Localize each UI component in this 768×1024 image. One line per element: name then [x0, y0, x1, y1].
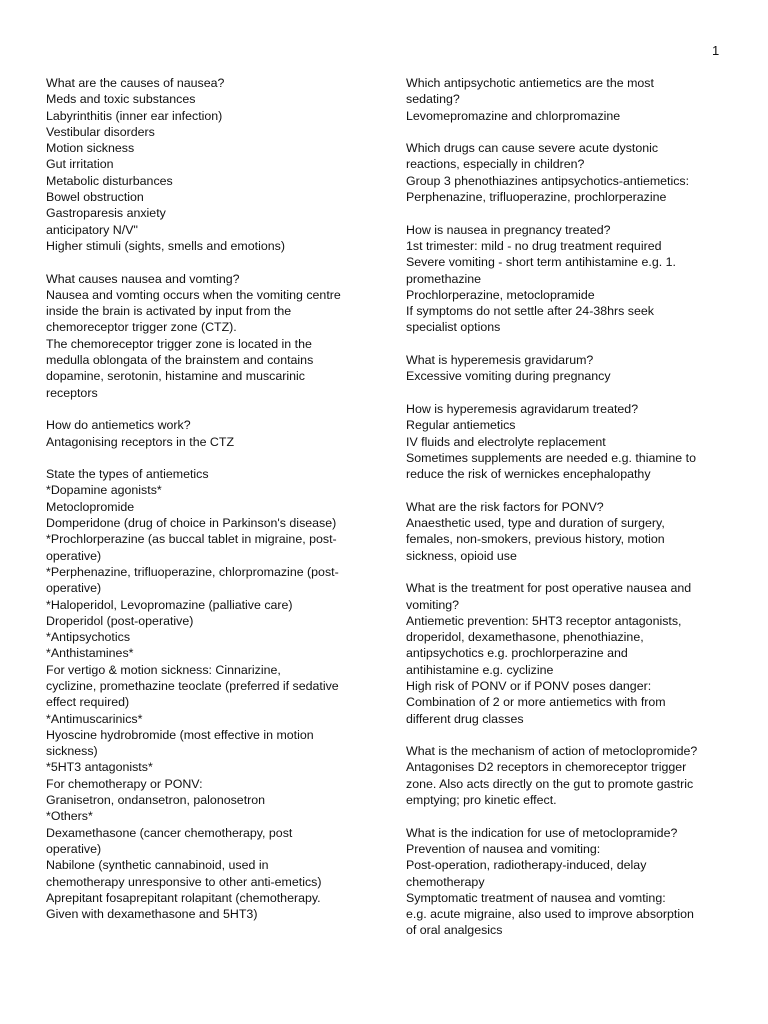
answer-line: Metoclopromide: [46, 499, 135, 514]
block-gap: [406, 385, 726, 401]
answer-line: females, non-smokers, previous history, motion: [406, 532, 665, 547]
answer-line: zone. Also acts directly on the gut to promote gastric: [406, 776, 694, 791]
answer-line: of oral analgesics: [406, 923, 503, 938]
answer-line: different drug classes: [406, 711, 524, 726]
answer-line: Anaesthetic used, type and duration of surgery,: [406, 516, 665, 531]
answer-line: *Haloperidol, Levopromazine (palliative care): [46, 597, 293, 612]
answer-line: e.g. acute migraine, also used to improve absorption: [406, 907, 694, 922]
answer-line: Gastroparesis anxiety: [46, 206, 166, 221]
left-column: [46, 75, 366, 922]
qa-block: [406, 401, 726, 482]
answer-line: operative): [46, 841, 102, 856]
answer-line: Metabolic disturbances: [46, 173, 173, 188]
qa-block: [406, 352, 726, 385]
answer-line: Hyoscine hydrobromide (most effective in motion: [46, 727, 314, 742]
question-line: What causes nausea and vomting?: [46, 271, 240, 286]
answer-line: vomiting?: [406, 597, 460, 612]
qa-block: [406, 140, 726, 205]
question-line: How is hyperemesis agravidarum treated?: [406, 401, 639, 416]
qa-block: [46, 466, 366, 922]
block-gap: [46, 254, 366, 270]
block-gap: [406, 727, 726, 743]
answer-line: *Antipsychotics: [46, 630, 131, 645]
answer-line: Higher stimuli (sights, smells and emotions): [46, 238, 285, 253]
block-gap: [406, 124, 726, 140]
answer-line: *5HT3 antagonists*: [46, 760, 153, 775]
question-line: How do antiemetics work?: [46, 418, 191, 433]
question-line: What are the risk factors for PONV?: [406, 499, 604, 514]
qa-block: [406, 580, 726, 727]
block-gap: [46, 401, 366, 417]
answer-line: Sometimes supplements are needed e.g. thiamine to: [406, 450, 696, 465]
question-line: What are the causes of nausea?: [46, 76, 225, 90]
answer-line: Given with dexamethasone and 5HT3): [46, 907, 258, 922]
answer-line: chemotherapy: [406, 874, 485, 889]
question-line: How is nausea in pregnancy treated?: [406, 222, 611, 237]
answer-line: operative): [46, 581, 102, 596]
answer-line: Bowel obstruction: [46, 190, 144, 205]
answer-line: specialist options: [406, 320, 501, 335]
answer-line: If symptoms do not settle after 24-38hrs seek: [406, 304, 654, 319]
answer-line: inside the brain is activated by input from the: [46, 304, 292, 319]
qa-block: [46, 75, 366, 254]
answer-line: Dexamethasone (cancer chemotherapy, post: [46, 825, 293, 840]
answer-line: For chemotherapy or PONV:: [46, 776, 203, 791]
answer-line: receptors: [46, 385, 98, 400]
answer-line: chemotherapy unresponsive to other anti-emetics): [46, 874, 322, 889]
block-gap: [406, 336, 726, 352]
block-gap: [406, 482, 726, 498]
answer-line: *Antimuscarinics*: [46, 711, 143, 726]
answer-line: antihistamine e.g. cyclizine: [406, 662, 554, 677]
answer-line: Meds and toxic substances: [46, 92, 196, 107]
answer-line: Granisetron, ondansetron, palonosetron: [46, 793, 266, 808]
answer-line: Nabilone (synthetic cannabinoid, used in: [46, 858, 269, 873]
answer-line: Labyrinthitis (inner ear infection): [46, 108, 223, 123]
answer-line: Vestibular disorders: [46, 124, 155, 139]
answer-line: Motion sickness: [46, 141, 135, 156]
answer-line: Prochlorperazine, metoclopramide: [406, 287, 595, 302]
answer-line: Symptomatic treatment of nausea and vomting:: [406, 890, 666, 905]
answer-line: *Dopamine agonists*: [46, 483, 162, 498]
qa-block: [406, 825, 726, 939]
answer-line: Combination of 2 or more antiemetics with from: [406, 695, 666, 710]
qa-block: [406, 75, 726, 124]
answer-line: promethazine: [406, 271, 482, 286]
qa-block: [406, 499, 726, 564]
answer-line: reactions, especially in children?: [406, 157, 585, 172]
answer-line: IV fluids and electrolyte replacement: [406, 434, 606, 449]
answer-line: Nausea and vomting occurs when the vomiting centre: [46, 287, 341, 302]
page-number: 1: [712, 43, 720, 58]
answer-line: chemoreceptor trigger zone (CTZ).: [46, 320, 237, 335]
answer-line: sickness): [46, 744, 98, 759]
question-line: What is the indication for use of metoclopramide?: [406, 825, 678, 840]
answer-line: sickness, opioid use: [406, 548, 517, 563]
answer-line: Gut irritation: [46, 157, 114, 172]
block-gap: [406, 808, 726, 824]
answer-line: *Prochlorperazine (as buccal tablet in migraine, post-: [46, 532, 337, 547]
answer-line: antipsychotics e.g. prochlorperazine and: [406, 646, 628, 661]
answer-line: Group 3 phenothiazines antipsychotics-antiemetics:: [406, 173, 690, 188]
answer-line: Antagonising receptors in the CTZ: [46, 434, 235, 449]
answer-line: Perphenazine, trifluoperazine, prochlorperazine: [406, 190, 667, 205]
answer-line: Droperidol (post-operative): [46, 613, 194, 628]
qa-block: [46, 417, 366, 450]
answer-line: sedating?: [406, 92, 460, 107]
question-line: Which antipsychotic antiemetics are the most: [406, 76, 654, 90]
answer-line: Domperidone (drug of choice in Parkinson's disease): [46, 516, 337, 531]
answer-line: *Anthistamines*: [46, 646, 134, 661]
answer-line: operative): [46, 548, 102, 563]
block-gap: [46, 450, 366, 466]
qa-block: [406, 222, 726, 336]
right-column: [406, 75, 726, 939]
answer-line: Regular antiemetics: [406, 418, 516, 433]
answer-line: *Others*: [46, 809, 93, 824]
answer-line: Post-operation, radiotherapy-induced, delay: [406, 858, 647, 873]
question-line: What is the treatment for post operative nausea and: [406, 581, 692, 596]
answer-line: anticipatory N/V": [46, 222, 138, 237]
answer-line: *Perphenazine, trifluoperazine, chlorpromazine (post-: [46, 564, 339, 579]
answer-line: droperidol, dexamethasone, phenothiazine,: [406, 630, 644, 645]
answer-line: 1st trimester: mild - no drug treatment required: [406, 238, 662, 253]
answer-line: Severe vomiting - short term antihistamine e.g. 1.: [406, 255, 676, 270]
qa-block: [46, 271, 366, 401]
answer-line: Excessive vomiting during pregnancy: [406, 369, 611, 384]
question-line: What is hyperemesis gravidarum?: [406, 353, 594, 368]
answer-line: The chemoreceptor trigger zone is located in the: [46, 336, 312, 351]
answer-line: Aprepitant fosaprepitant rolapitant (chemotherapy.: [46, 890, 321, 905]
answer-line: Antagonises D2 receptors in chemoreceptor trigger: [406, 760, 687, 775]
question-line: Which drugs can cause severe acute dystonic: [406, 141, 659, 156]
question-line: State the types of antiemetics: [46, 467, 209, 482]
answer-line: effect required): [46, 695, 130, 710]
answer-line: cyclizine, promethazine teoclate (preferred if sedative: [46, 678, 339, 693]
block-gap: [406, 564, 726, 580]
question-line: What is the mechanism of action of metoclopromide?: [406, 744, 698, 759]
answer-line: dopamine, serotonin, histamine and muscarinic: [46, 369, 305, 384]
answer-line: Prevention of nausea and vomiting:: [406, 841, 601, 856]
answer-line: Levomepromazine and chlorpromazine: [406, 108, 621, 123]
answer-line: emptying; pro kinetic effect.: [406, 793, 557, 808]
answer-line: medulla oblongata of the brainstem and contains: [46, 353, 314, 368]
answer-line: reduce the risk of wernickes encephalopathy: [406, 467, 651, 482]
answer-line: For vertigo & motion sickness: Cinnarizine,: [46, 662, 281, 677]
answer-line: High risk of PONV or if PONV poses danger:: [406, 678, 652, 693]
answer-line: Antiemetic prevention: 5HT3 receptor antagonists,: [406, 613, 682, 628]
qa-block: [406, 743, 726, 808]
block-gap: [406, 205, 726, 221]
